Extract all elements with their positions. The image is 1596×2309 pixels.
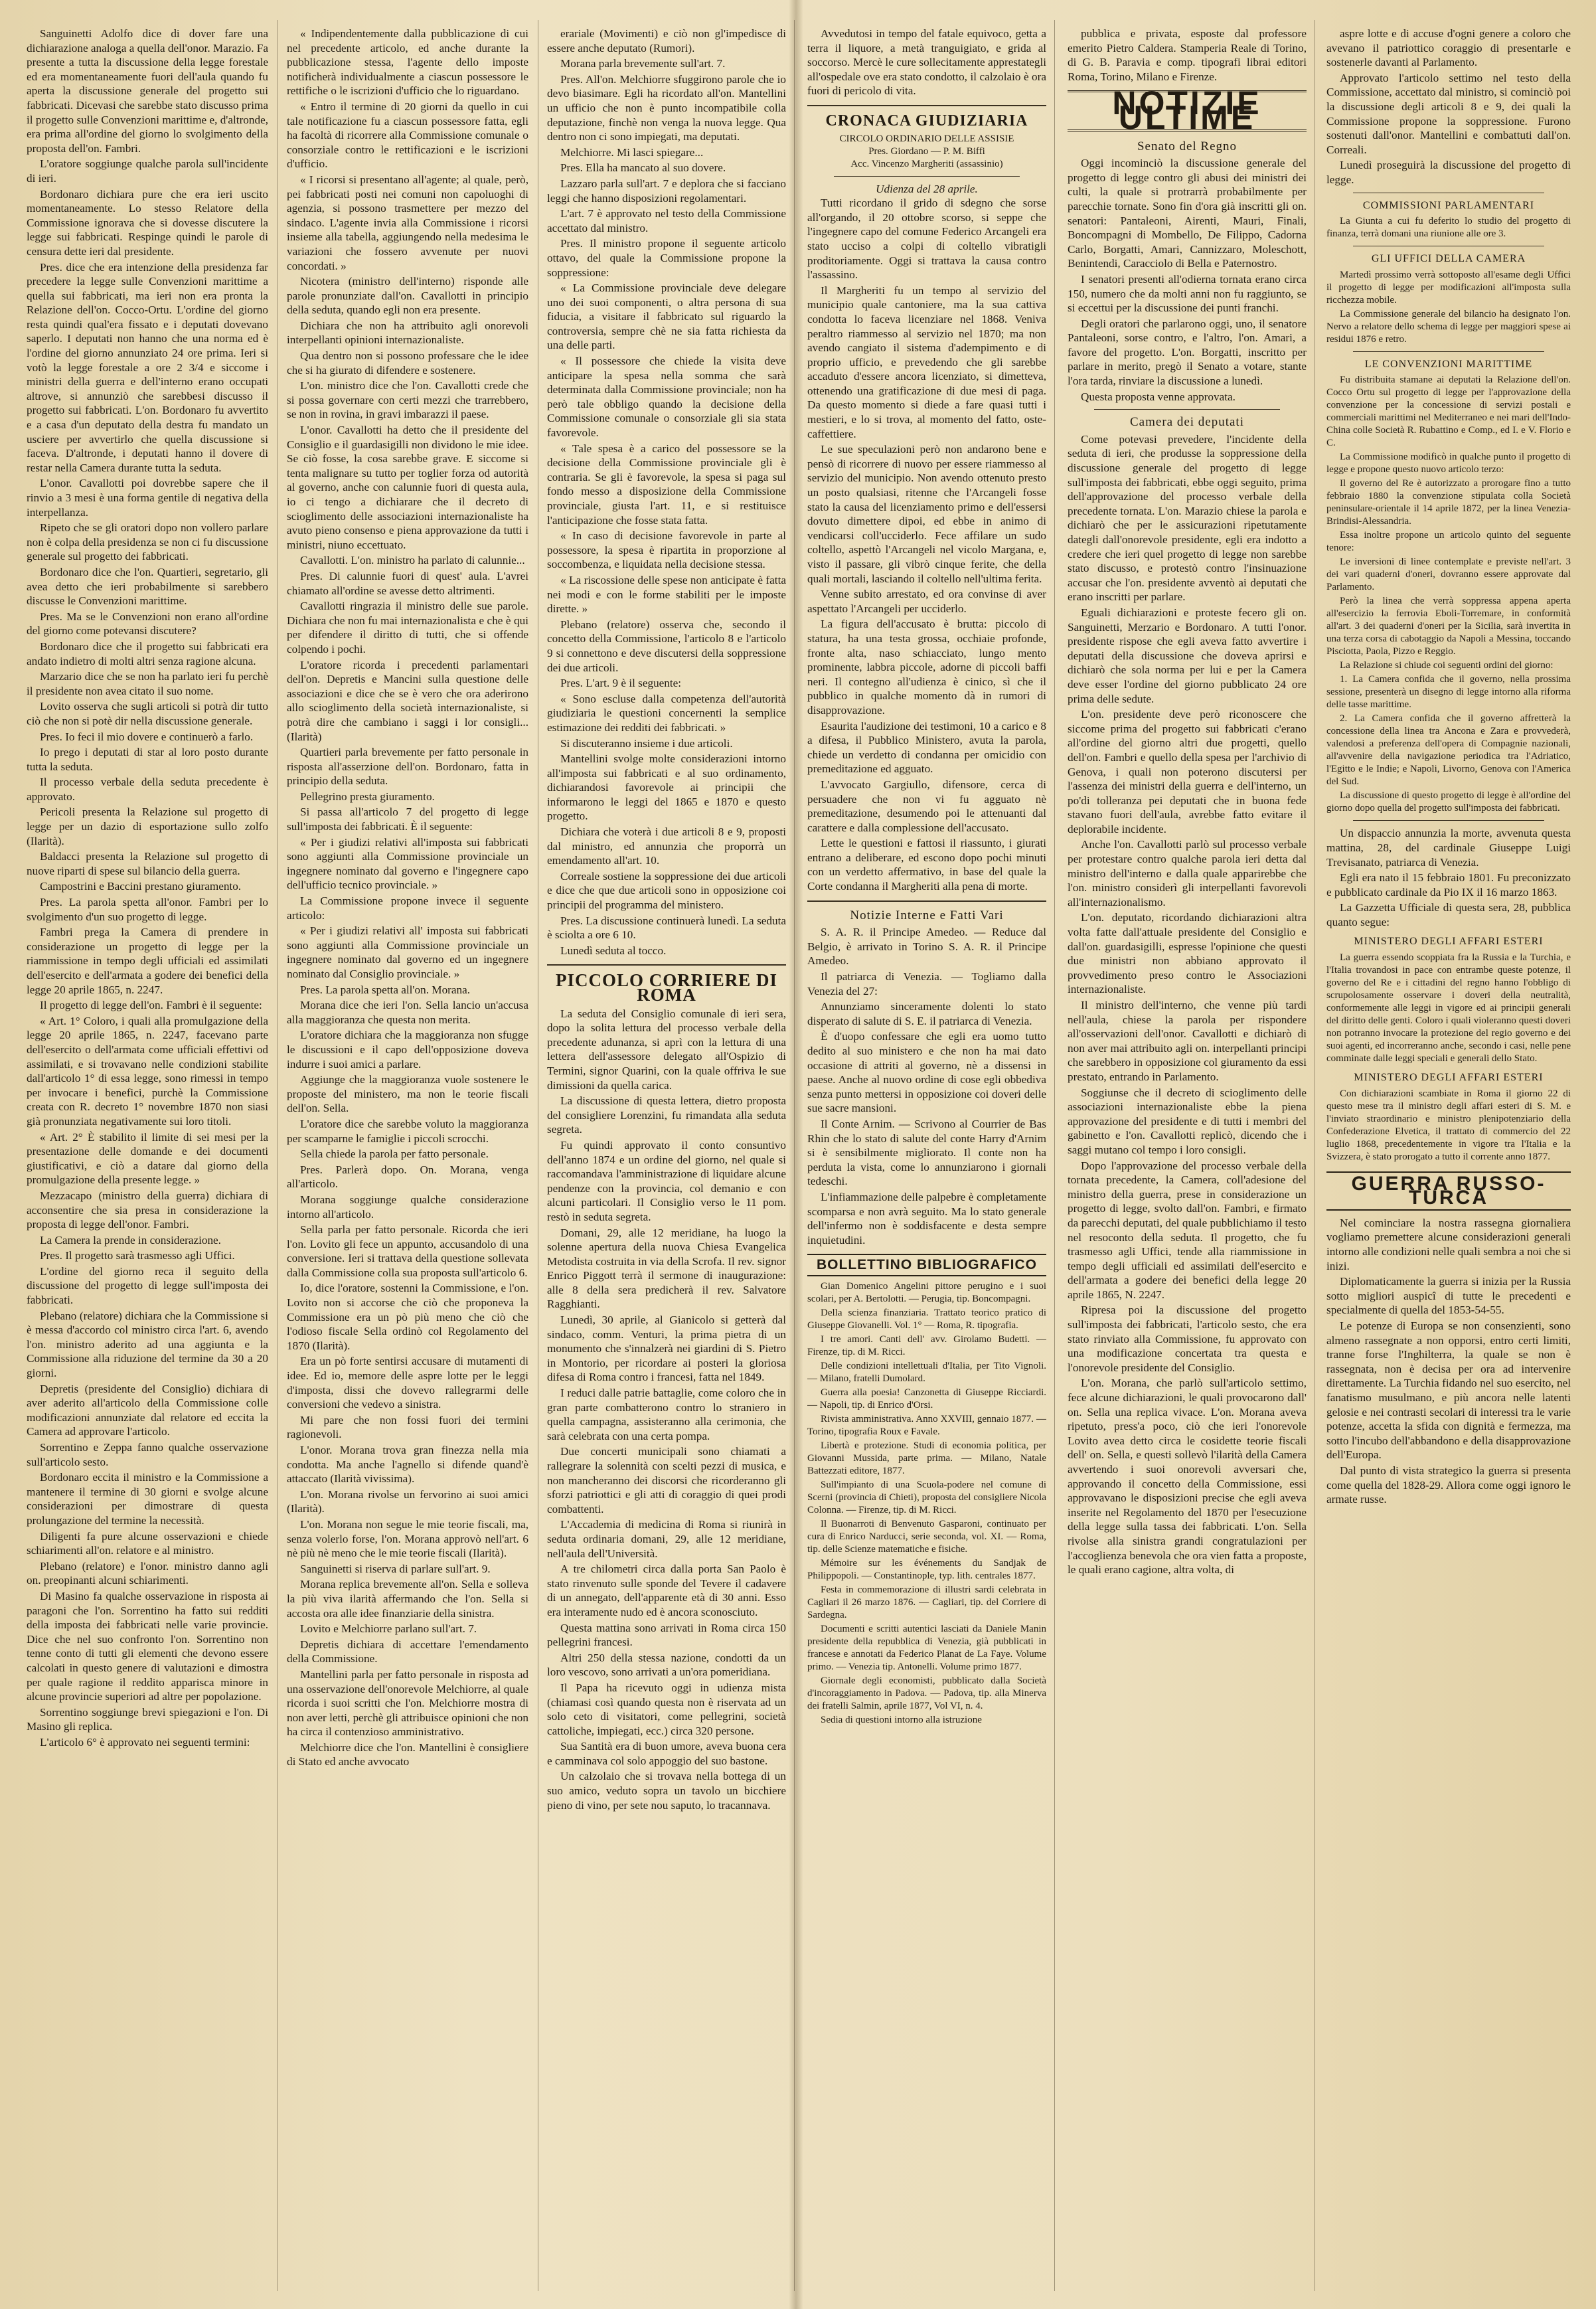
paragraph: Sorrentino soggiunge brevi spiegazioni e l'on. Di Masino gli replica. (27, 1705, 268, 1733)
paragraph: Melchiorre dice che l'on. Mantellini è consigliere di Stato ed anche avvocato (287, 1741, 528, 1768)
notizie-ultime-heading: NOTIZIE ULTIME (1068, 90, 1307, 131)
paragraph: Dal punto di vista strategico la guerra si presenta come quella del 1828-29. Allora come oggi ignoro le armate russe. (1326, 1464, 1571, 1506)
paragraph: Plebano (relatore) osserva che, secondo il concetto della Commissione, l'articolo 8 e l'articolo 9 si connettono e deve discutersi della soppressione dei due articoli. (547, 618, 786, 674)
paragraph: La Camera la prende in considerazione. (40, 1233, 221, 1246)
section-divider (807, 900, 1046, 902)
paragraph: Questa mattina sono arrivati in Roma circa 150 pellegrini francesi. (547, 1621, 786, 1649)
section-divider (807, 105, 1046, 106)
piccolo-paragraphs (547, 1007, 786, 1813)
paragraph: L'avvocato Gargiullo, difensore, cerca di persuadere che non vi fu agguato nè premeditazione, desumendo poi le attenuanti dal carattere e dalla complessione dell'accusato. (807, 778, 1046, 834)
paragraph: Plebano (relatore) dichiara che la Commissione si è messa d'accordo col ministro circa l'art. 6, avendo l'on. ministro aderito ad una aggiunta e la Commissione alla riduzione del termine da 30 a 20 giorni. (27, 1309, 268, 1380)
paragraph: Io, dice l'oratore, sostenni la Commissione, e l'on. Lovito non si accorse che ciò che proponeva la Commissione era un pò più meno che ciò che l'odioso fiscale Sella ordinò col Regolamento del 1870 (Ilarità). (287, 1282, 528, 1352)
paragraph: La Relazione si chiude coi seguenti ordini del giorno: (1340, 660, 1554, 671)
paragraph: La Commissione propone invece il seguente articolo: (287, 895, 528, 922)
ministero-paragraph-1: La guerra essendo scoppiata fra la Russia e la Turchia, e l'Italia trovandosi in pace con entrambe queste potenze, il governo del Re e i cittadini del regno hanno l'obbligo di scrupolosamente osservare i doveri della neutralità, conformemente alle leggi in vigore ed ai principii generali del diritto delle genti. Coloro i quali violeranno questi doveri non potranno invocare la protezione del regio governo e dei suoi agenti, ed incorreranno anche, secondo i casi, nelle pene comminate dalle leggi speciali e generali dello Stato. (1326, 952, 1571, 1065)
paragraph: I tre amori. Canti dell' avv. Girolamo Budetti. — Firenze, tip. di M. Ricci. (807, 1333, 1046, 1357)
paragraph: « Per i giudizi relativi all'imposta sui fabbricati sono aggiunti alla Commissione provinciale un ingegnere nominato dal governo e l'ingegnere capo dell'ufficio tecnico provinciale. » (287, 835, 528, 892)
column-5 (1068, 27, 1307, 2284)
paragraph: 2. La Camera confida che il governo affretterà la concessione della linea tra Ancona e Zara e provvederà, valendosi a preferenza dell'opera di Compagnie nazionali, all'avvenire della navigazione periodica tra l'Adriatico, l'Egitto e le Indie; e Napoli, Livorno, Genova con l'America del Sud. (1326, 713, 1571, 788)
paragraph: Marzario dice che se non ha parlato ieri fu perchè il presidente non avea citato il suo nome. (27, 670, 268, 697)
paragraph: La Commissione modificò in qualche punto il progetto di legge e propone questo nuovo articolo terzo: (1326, 452, 1571, 475)
guerra-paragraphs (1326, 1216, 1571, 1507)
paragraph: « Indipendentemente dalla pubblicazione di cui nel precedente articolo, ed anche durante la pubblicazione stessa, l'agente dello imposte notificherà individualmente a ciascun possessore le rettifiche o le iscrizioni d'ufficio che lo riguardano. (287, 27, 528, 98)
paragraph: Soggiunse che il decreto di scioglimento delle associazioni internazionaliste ebbe la piena approvazione del presidente e di tutti i membri del gabinetto e l'on. Cavallotti replicò, dicendo che i saggi mutano col tempo i loro consigli. (1068, 1086, 1307, 1156)
section-divider (547, 964, 786, 966)
paragraph: Pres. dice che era intenzione della presidenza far precedere la legge sulle Convenzioni marittime a quella sui fabbricati, ma ieri non era pronta la Relazione dell'on. Cocco-Ortu. L'ordine del giorno resta quindi qual'era fissato e i deputati dovevano saperlo. I deputati non hanno che una norma ed è l'ordine del giorno annunziato 24 ore prima. Ieri si votò la legge forestale a ore 2 3/4 e siccome i ministri della guerra e dell'interno erano occupati altrove, si annunziò che sarebbesi discusso il progetto sui fabbricati. L'on. Bordonaro fu avvertito e a casa d'un deputato della destra fu mandato un usciere per avvertirlo che quella discussione si faceva. D'altronde, i deputati hanno il dovere di restar nella Camera durante tutta la seduta. (27, 260, 268, 474)
paragraph: Melchiorre. Mi lasci spiegare... (560, 145, 704, 159)
paragraph: 1. La Camera confida che il governo, nella prossima sessione, presenterà un disegno di legge intorno alla riforma delle tasse marittime. (1326, 674, 1571, 711)
paragraph: Gian Domenico Angelini pittore perugino e i suoi scolari, per A. Bertolotti. — Perugia, tip. Boncompagni. (807, 1280, 1046, 1304)
paragraph: « In caso di decisione favorevole in parte al possessore, la spesa è ripartita in proporzione al soccombenza, e liquidata nella decisione stessa. (547, 529, 786, 571)
paragraph: Campostrini e Baccini prestano giuramento. (40, 880, 242, 893)
cronaca-paragraphs (807, 196, 1046, 894)
paragraph: Avvedutosi in tempo del fatale equivoco, getta a terra il liquore, a metà tranguigiato, e grida al soccorso. Mercè le cure sollecitamente apprestategli all'ospedale ove era stato condotto, il calzolaio è ora fuori di pericolo di vita. (807, 27, 1046, 98)
paragraph: La Gazzetta Ufficiale di questa sera, 28, pubblica quanto segue: (1326, 901, 1571, 928)
paragraph: Baldacci presenta la Relazione sul progetto di nuove riparti di spese sul bilancio della guerra. (27, 850, 268, 877)
paragraph: Cavallotti ringrazia il ministro delle sue parole. Dichiara che non fu mai internazionalista e che è qui per difendere il diritto di tutti, che si offende colpendo i pochi. (287, 600, 528, 655)
paragraph: Pellegrino presta giuramento. (300, 790, 435, 803)
paragraph: Si passa all'articolo 7 del progetto di legge sull'imposta dei fabbricati. È il seguente: (287, 806, 528, 833)
paragraph: Nicotera (ministro dell'interno) risponde alle parole pronunziate dall'on. Cavallotti in principio della seduta, quando egli non era presente. (287, 275, 528, 317)
paragraph: Come potevasi prevedere, l'incidente della seduta di ieri, che produsse la soppressione della discussione generale del progetto di legge sull'imposta dei fabbricati, ebbe oggi seguito, prima dell'approvazione del processo verbale della precedente tornata. L'on. Marazio chiese la parola e dichiarò che per le assicurazioni ripetutamente dategli dall'onorevole presidente, egli era indotto a credere che ieri quel progetto di legge non sarebbe stato discusso, e protestò contro l'insinuazione accusar che l'on. presidente avventò ai deputati che erano inscritti per parlare. (1068, 432, 1307, 604)
paragraph: Sella parla per fatto personale. Ricorda che ieri l'on. Lovito gli fece un appunto, accusandolo di una conversione. Ieri si trattava della questione sollevata dalla Commissione colla sua proposta sull'articolo 6. (287, 1223, 528, 1279)
paragraph: Tutti ricordano il grido di sdegno che sorse all'orgando, il 20 ottobre scorso, si seppe che l'ingegnere capo del comune Federico Arcangeli era stato ucciso a colpi di coltello vibratigli proditoriamente. Oggi si trattava la causa contro l'assassino. (807, 197, 1046, 282)
paragraph: Un dispaccio annunzia la morte, avvenuta questa mattina, 28, del cardinale Giuseppe Luigi Trevisanato, patriarca di Venezia. (1326, 827, 1571, 869)
page-fold (789, 0, 803, 2309)
paragraph: pubblica e privata, esposte dal professore emerito Pietro Caldera. Stamperia Reale di Torino, di G. B. Paravia e comp. tipografi librai editori Roma, Torino, Milano e Firenze. (1068, 27, 1307, 83)
paragraph: Festa in commemorazione di illustri sardi celebrata in Cagliari il 26 marzo 1876. — Cagliari, tip. del Corriere di Sardegna. (807, 1584, 1046, 1620)
paragraph: Il processo verbale della seduta precedente è approvato. (27, 776, 268, 803)
paragraph: L'on. deputato, ricordando dichiarazioni altra volta fatte dall'attuale presidente del Consiglio e dall'on. guardasigilli, espresse l'opinione che questi due ministri non abbiano approvato il provvedimento preso contro le Associazioni internazionaliste. (1068, 911, 1307, 996)
paragraph: Il Papa ha ricevuto oggi in udienza mista (chiamasi così quando questa non è riservata ad un solo ceto di visitatori, come pellegrini, società cattoliche, impiegati, ecc.) circa 320 persone. (547, 1681, 786, 1737)
paragraph: Di Masino fa qualche osservazione in risposta ai paragoni che l'on. Sorrentino ha fatto sui redditi della imposta dei fabbricati nelle varie provincie. Dice che nel suo confronto l'on. Sorrentino non tenne conto di tutti gli elementi che devono essere calcolati in questo genere di valutazioni e dimostra per quale ragione il reddito apparisca minore in alcune provincie superiori ad altre per popolazione. (27, 1589, 268, 1703)
paragraph: L'ordine del giorno reca il seguito della discussione del progetto di legge sull'imposta dei fabbricati. (27, 1264, 268, 1307)
guerra-heading: GUERRA RUSSO-TURCA (1326, 1171, 1571, 1211)
paragraph: Della scienza finanziaria. Trattato teorico pratico di Giuseppe Giovanelli. Vol. 1° — Roma, R. tipografia. (807, 1307, 1046, 1331)
paragraph: Mantellini parla per fatto personale in risposta ad una osservazione dell'onorevole Melchiorre, al quale ricorda i suoi scritti che l'on. Melchiorre mostra di non aver letti, perchè gli attribuisce opinioni che non ha circa il contenzioso amministrativo. (287, 1668, 528, 1739)
paragraph: Sanguinetti si riserva di parlare sull'art. 9. (300, 1562, 491, 1575)
paragraph: Pres. Il ministro propone il seguente articolo ottavo, del quale la Commissione propone la soppressione: (547, 237, 786, 279)
paragraph: Correale sostiene la soppressione dei due articoli e dice che que due articoli sono in opposizione coi principii del programma del ministero. (547, 869, 786, 912)
paragraph: Dichiara che non ha attribuito agli onorevoli interpellanti opinioni internazionaliste. (287, 319, 528, 347)
paragraph: Pres. La parola spetta all'on. Morana. (300, 983, 471, 996)
paragraph: Due concerti municipali sono chiamati a rallegrare la solennità con scelti pezzi di musica, e non mancheranno dei discorsi che ricorderanno gli sforzi patriottici e gli atti di coraggio di quei prodi combattenti. (547, 1445, 786, 1515)
paragraph: Le inversioni di linee contemplate e previste nell'art. 3 dei vari quaderni d'oneri, dovranno essere approvate dal Parlamento. (1326, 556, 1571, 593)
paragraph: Pres. Io feci il mio dovere e continuerò a farlo. (40, 730, 254, 743)
paragraph: Fu quindi approvato il conto consuntivo dell'anno 1874 e un ordine del giorno, nel quale si raccomandava l'amministrazione di liquidare alcune pendenze con la provincia, col demanio e con alcuni particolari. Il Consiglio verso le 11 pom. restò in seduta segreta. (547, 1138, 786, 1223)
paragraph: Il patriarca di Venezia. — Togliamo dalla Venezia del 27: (807, 970, 1046, 997)
paragraph: Mi pare che non fossi fuori dei termini ragionevoli. (287, 1413, 528, 1441)
paragraph: L'art. 7 è approvato nel testo della Commissione accettato dal ministro. (547, 207, 786, 234)
column-rule (794, 20, 795, 2291)
paragraph: Rivista amministrativa. Anno XXVIII, gennaio 1877. — Torino, tipografia Roux e Favale. (807, 1413, 1046, 1437)
paragraph: Fambri prega la Camera di prendere in considerazione un progetto di legge per la riammissione in tempo degli ufficiali ed assimilati dell'esercito e dell'armata a godere dei benefici della legge 20 aprile 1865, n. 2247. (27, 926, 268, 996)
paragraph: Lunedì seduta al tocco. (560, 944, 667, 957)
paragraph: Questa proposta venne approvata. (1081, 390, 1236, 403)
camera-heading: Camera dei deputati (1130, 415, 1244, 430)
paragraph: La figura dell'accusato è brutta: piccolo di statura, ha una testa grossa, occhiaie profonde, fronte alta, naso schiacciato, lungo mento prominente, labbra piccole, adorne di piccoli baffi neri. Il contegno all'udienza è cinico, sì che il pubblico in qualche momento dà in rumori di disapprovazione. (807, 618, 1046, 717)
paragraph: Bordonaro dichiara pure che era ieri uscito momentaneamente. Lo stesso Relatore della Commissione ignorava che si dovesse discutere la legge sui fabbricati. Respinge quindi le parole di censura dette ieri dal presidente. (27, 187, 268, 258)
paragraph: Sull'impianto di una Scuola-podere nel comune di Scerni (provincia di Chieti), proposta del consigliere Nicola Colonna. — Firenze, tip. di M. Ricci. (807, 1479, 1046, 1515)
ministero-heading-2: MINISTERO DEGLI AFFARI ESTERI (1354, 1072, 1544, 1084)
commissioni-heading: COMMISSIONI PARLAMENTARI (1362, 199, 1535, 211)
short-divider (834, 176, 1020, 177)
paragraph: Eguali dichiarazioni e proteste fecero gli on. Sanguinetti, Merzario e Bordonaro. A tutti l'onor. presidente rispose che egli aveva fatto avvertire i deputati della discussione che doveva aprirsi e dichiarò che sola norma per lui e per la Camera deve esser l'ordine del giorno pubblicato 24 ore prima delle sedute. (1068, 606, 1307, 705)
uffici-paragraphs (1326, 269, 1571, 346)
paragraph: « Art. 1° Coloro, i quali alla promulgazione della legge 20 aprile 1865, n. 2247, facevano parte dell'esercito o dell'armata come ufficiali effettivi od assimilati, e si trovavano nelle condizioni stabilite dall'articolo 1° di essa legge, sono rimessi in tempo per invocare i benefici, purchè la Commissione creata con R. decreto 1° novembre 1870 non siasi già pronunziata negativamente sui loro titoli. (27, 1014, 268, 1128)
paragraph: Giornale degli economisti, pubblicato dalla Società d'incoraggiamento in Padova. — Padova, tip. alla Minerva dei fratelli Salmin, aprile 1877, Vol VI, n. 4. (807, 1675, 1046, 1711)
paragraph: « Entro il termine di 20 giorni da quello in cui tale notificazione fu a ciascun possessore fatta, egli ha facoltà di ricorrere alla Commissione comunale o consorziale contro le rettificazioni e le iscrizioni d'ufficio. (287, 100, 528, 171)
paragraph: L'onor. Cavallotti ha detto che il presidente del Consiglio e il guardasigilli non dividono le mie idee. Se ciò fosse, la cosa sarebbe grave. E siccome si tenta malignare su tutto per toglier forza od autorità al governo, anche con calunnie fuori di questa aula, io ci tengo a dichiarare che il decreto di scioglimento delle associazioni internazionaliste ha avuto pieno consenso e piena approvazione da tutti i ministri, niuno eccettuato. (287, 424, 528, 551)
paragraph: Qua dentro non si possono professare che le idee che si ha giurato di difendere e sostenere. (287, 349, 528, 377)
convenzioni-paragraphs (1326, 374, 1571, 815)
paragraph: Approvato l'articolo settimo nel testo della Commissione, accettato dal ministro, si cominciò poi la discussione degli articoli 8 e 9, dei quali la Commissione propone la soppressione. Furono sostenuti dall'onor. Mantellini e combattuti dall'on. Correali. (1326, 71, 1571, 156)
paragraph: Venne subito arrestato, ed ora convinse di aver aspettato l'Arcangeli per ucciderlo. (807, 588, 1046, 615)
paragraph: Sanguinetti Adolfo dice di dover fare una dichiarazione analoga a quella dell'onor. Marazio. Fa presente a tutta la discussione della legge forestale ed era momentaneamente fuori dell'aula quando fu aperta la discussione generale del progetto sui fabbricati. Dicevasi che sarebbe stato discusso prima il progetto sulle Convenzioni marittime e, d'altronde, era prima all'ordine del giorno lo svolgimento della proposta dell'on. Fambri. (27, 27, 268, 155)
paragraph: Pres. Ma se le Convenzioni non erano all'ordine del giorno come potevansi discutere? (27, 610, 268, 638)
paragraph: Libertà e protezione. Studi di economia politica, per Giovanni Mussida, parte prima. — Milano, Natale Battezzati editore, 1877. (807, 1440, 1046, 1476)
col6-paragraphs (1326, 27, 1571, 187)
paragraph: « Art. 2° È stabilito il limite di sei mesi per la presentazione delle domande e dei documenti giustificativi, e ciò a datare dal giorno della promulgazione della presente legge. » (27, 1130, 268, 1187)
column-3 (547, 27, 786, 2284)
col2-paragraphs (287, 27, 528, 1769)
paragraph: Documenti e scritti autentici lasciati da Daniele Manin presidente della repubblica di Venezia, già pubblicati in francese e annotati da Federico Planat de La Faye. Volume primo. — Venezia tip. Antonelli. Volume primo 1877. (807, 1623, 1046, 1672)
paragraph: Sella chiede la parola per fatto personale. (300, 1148, 489, 1161)
paragraph: Pres. L'art. 9 è il seguente: (560, 677, 682, 690)
camera-paragraphs (1068, 432, 1307, 1577)
paragraph: A tre chilometri circa dalla porta San Paolo è stato rinvenuto sulle sponde del Tevere il cadavere di un annegato, dell'apparente età di 30 anni. Esso era interamente nudo ed è ancora sconosciuto. (547, 1563, 786, 1618)
paragraph: Diligenti fa pure alcune osservazioni e chiede schiarimenti all'on. relatore e al ministro. (27, 1529, 268, 1557)
paragraph: « Per i giudizi relativi all' imposta sui fabbricati sono aggiunti alla Commissione provinciale un ingegnere nominato dal governo ed un ingegnere nominato dal Consiglio provinciale. » (287, 924, 528, 980)
paragraph: L'Accademia di medicina di Roma si riunirà in seduta ordinaria domani, 29, alle 12 meridiane, nell'aula dell'Università. (547, 1518, 786, 1560)
paragraph: « Tale spesa è a carico del possessore se la decisione della Commissione provinciale gli è contraria. Se gli è favorevole, la spesa si paga sul fondo messo a disposizione della Commissione provinciale, giusta l'art. 11, e si restituisce l'anticipazione che fosse stata fatta. (547, 442, 786, 527)
bollettino-heading: BOLLETTINO BIBLIOGRAFICO (807, 1254, 1046, 1276)
paragraph: L'oratore dichiara che la maggioranza non sfugge le discussioni e il capo dell'opposizione doveva indurre i suoi amici a parlare. (287, 1029, 528, 1070)
col1-paragraphs (27, 27, 268, 1749)
senato-paragraphs (1068, 156, 1307, 404)
paragraph: L'on. Morana rivolse un fervorino ai suoi amici (Ilarità). (287, 1488, 528, 1515)
paragraph: Diplomaticamente la guerra si inizia per la Russia sotto migliori auspicî di tutte le precedenti e specialmente di quella del 1853-54-55. (1326, 1275, 1571, 1317)
column-1 (27, 27, 268, 2284)
paragraph: Lunedì, 30 aprile, al Gianicolo si getterà dal sindaco, comm. Venturi, la prima pietra di un monumento che s'innalzerà nei giardini di S. Pietro in Montorio, per ricordare ai posteri la gloriosa difesa di Roma contro i francesi, fatta nel 1849. (547, 1314, 786, 1384)
paragraph: Esaurita l'audizione dei testimoni, 10 a carico e 8 a difesa, il Pubblico Ministero, avuta la parola, chiede un verdetto di condanna per omicidio con premeditazione ed agguato. (807, 719, 1046, 776)
paragraph: Il governo del Re è autorizzato a prorogare fino a tutto febbraio 1880 la convenzione stipulata colla Società peninsulare-orientale il 14 aprile 1872, per la linea Venezia-Brindisi-Alessandria. (1326, 478, 1571, 527)
column-rule (1054, 20, 1055, 2291)
paragraph: Lazzaro parla sull'art. 7 e deplora che si facciano leggi che hanno disposizioni regolamentari. (547, 177, 786, 205)
paragraph: L'on. presidente deve però riconoscere che siccome prima del progetto sui fabbricati c'erano all'ordine del giorno altri due progetti, quello dell'on. Fambri e quello della spesa per l'archivio di Genova, i quali non poterono discutersi per l'assenza dei ministri della guerra e dell'interno, un po'di tolleranza pei deputati che in buona fede stavano fuori dell'aula, avrebbe fatto evitare il deplorabile incidente. (1068, 708, 1307, 835)
paragraph: Fu distribuita stamane ai deputati la Relazione dell'on. Cocco Ortu sul progetto di legge per l'approvazione della convenzione per la concessione di servizi postali e commerciali marittimi nel Mediterraneo e nei mari dell'Indo-China colle Società R. Rubattino e Comp., ed I. e V. Florio e C. (1326, 375, 1571, 449)
paragraph: Le potenze di Europa se non consenzienti, sono almeno rassegnate a non opporsi, entro certi limiti, tranne forse l'Inghilterra, la quale se non è rassegnata, non è decisa per ora ad intervenire direttamente. La Turchia fidando nel suo esercito, nel fanatismo musulmano, e più ancora nelle latenti gelosie e nei contrasti secolari di interessi tra le varie potenze, accetta la sfida con dignità e fermezza, ma sotto l'incubo dell'abbandono e della disapprovazione dell'Europa. (1326, 1320, 1571, 1462)
senato-heading: Senato del Regno (1137, 139, 1237, 153)
paragraph: Guerra alla poesia! Canzonetta di Giuseppe Ricciardi. — Napoli, tip. di Enrico d'Orsi. (807, 1387, 1046, 1411)
paragraph: Depretis dichiara di accettare l'emendamento della Commissione. (287, 1638, 528, 1666)
col4-paragraphs (807, 27, 1046, 98)
paragraph: Annunziamo sinceramente dolenti lo stato disperato di salute di S. E. il patriarca di Venezia. (807, 1000, 1046, 1027)
accused-line: Acc. Vincenzo Margheriti (assassinio) (850, 158, 1003, 169)
convenzioni-heading: LE CONVENZIONI MARITTIME (1364, 358, 1533, 370)
paragraph: La Commissione generale del bilancio ha designato l'on. Nervo a relatore dello schema di legge per maggiori spese ai residui 1876 e retro. (1326, 308, 1571, 345)
paragraph: Depretis (presidente del Consiglio) dichiara di aver aderito all'articolo della Commissione colle modificazioni annunziate dal relatore ed eccita la Camera ad approvare l'articolo. (27, 1382, 268, 1438)
paragraph: È d'uopo confessare che egli era uomo tutto dedito al suo ministero e che non ha mai dato occasione di attriti al governo, nè a dissensi in paese. Anche al nuovo ordine di cose egli obbediva senza punto mettersi in opposizione coi doveri delle sue sacre mansioni. (807, 1030, 1046, 1115)
paragraph: L'articolo 6° è approvato nei seguenti termini: (40, 1735, 250, 1749)
paragraph: Oggi incominciò la discussione generale del progetto di legge contro gli abusi dei ministri dei culti, la quale si protrarrà probabilmente per parecchie tornate. Sono fin d'ora già inscritti gli on. senatori: Pantaleoni, Airenti, Mauri, Finali, Boncompagni di Mombello, De Filippo, Cadorna Carlo, Borgatti, Amari, Cannizzaro, Moleschott, Benintendi, Caracciolo di Bella e Paternostro. (1068, 157, 1307, 270)
paragraph: Io prego i deputati di star al loro posto durante tutta la seduta. (27, 746, 268, 773)
paragraph: Lovito osserva che sugli articoli si potrà dir tutto ciò che non si potè dir nella discussione generale. (27, 700, 268, 727)
paragraph: Le sue speculazioni però non andarono bene e pensò di ricorrere di nuovo per essere riammesso al servizio del municipio. Non avendo ottenuto presto un posto qualsiasi, ritenne che l'Arcangeli fosse stato la causa del licenziamento primo e dell'essersi dovuto dimettere dipoi, ed ebbe in animo di vendicarsi coll'ucciderlo. Fece affilare un sudo coltello, aspettò l'Arcangeli nel vicolo Margana, e, visto il passare, gli vibrò cinque ferite, che della quali mortali, lasciando il coltello nell'ultima ferita. (807, 443, 1046, 585)
udienza-line: Udienza del 28 aprile. (876, 182, 978, 195)
paragraph: L'on. Morana, che parlò sull'articolo settimo, fece alcune dichiarazioni, le quali provocarono dall' on. Sella una replica vivace. L'on. Morana aveva ripetuto, press'a poco, ciò che ieri l'onorevole Lovito avea detto circa le cosidette teorie fiscali dell' on. Sella, e questi sollevò l'ilarità della Camera avvertendo i suoi onorevoli avversari che, approvando il concetto della Commissione, essi approvavano le disposizioni precise che egli aveva inserite nel Regolamento del 1870 per l'esecuzione della legge sulla tassa dei fabbricati. L'on. Sella rivolse alla sinistra grandi congratulazioni per l'accoglienza benevola che ora vien fatta a proposte, le quali erano cagione, altra volta, di (1068, 1377, 1307, 1577)
paragraph: Pres. Di calunnie fuori di quest' aula. L'avrei chiamato all'ordine se avesse detto altrimenti. (287, 569, 528, 597)
paragraph: L'onor. Morana trova gran finezza nella mia condotta. Ma anche l'agnello si difende quand'è attaccato (Ilarità vivissima). (287, 1444, 528, 1486)
paragraph: L'infiammazione delle palpebre è completamente scomparsa e non avrà seguito. Ma lo stato generale dell'infermo non è soddisfacente e desta sempre inquietudini. (807, 1190, 1046, 1246)
paragraph: L'on. ministro dice che l'on. Cavallotti crede che si possa governare con certi mezzi che trarrebbero, se non in rovina, in gravi imbarazzi il paese. (287, 379, 528, 421)
paragraph: Pres. Il progetto sarà trasmesso agli Uffici. (40, 1249, 235, 1262)
column-2 (287, 27, 528, 2284)
paragraph: Altri 250 della stessa nazione, condotti da un loro vescovo, sono arrivati a un'ora pomeridiana. (547, 1651, 786, 1679)
paragraph: Aggiunge che la maggioranza vuole sostenere le proposte del ministero, ma non le teorie fiscali dell'on. Sella. (287, 1073, 528, 1115)
paragraph: Sua Santità era di buon umore, aveva buona cera e camminava col solo appoggio del suo bastone. (547, 1740, 786, 1767)
paragraph: aspre lotte e di accuse d'ogni genere a coloro che avevano il patriottico coraggio di presentarle e sostenerle davanti al Parlamento. (1326, 27, 1571, 69)
cronaca-heading: CRONACA GIUDIZIARIA (825, 112, 1028, 129)
short-divider (1353, 351, 1544, 352)
paragraph: Egli era nato il 15 febbraio 1801. Fu preconizzato e pubblicato cardinale da Pio IX il 16 marzo 1863. (1326, 871, 1571, 898)
paragraph: Ripeto che se gli oratori dopo non vollero parlare non è colpa della presidenza se non ci fu discussione generale sul progetto dei fabbricati. (27, 521, 268, 563)
paragraph: I reduci dalle patrie battaglie, come coloro che in gran parte combatterono contro lo straniero in quella campagna, assisteranno alla cerimonia, che sarà celebrata con una certa pompa. (547, 1387, 786, 1442)
paragraph: « Il possessore che chiede la visita deve anticipare la spesa nella somma che sarà determinata dalla Commissione provinciale; non ha però tale obbligo quando la decisione della Commissione comunale o consorziale gli sia stata favorevole. (547, 355, 786, 440)
paragraph: Lovito e Melchiorre parlano sull'art. 7. (300, 1622, 477, 1636)
paragraph: Il ministro dell'interno, che venne più tardi nell'aula, chiese la parola per rispondere all'osservazioni dell'onor. Cavallotti e dichiarò di non aver mai attribuito agli on. interpellanti principi che sarebbero in opposizione col giuramento da essi prestato, entrando in Parlamento. (1068, 999, 1307, 1083)
paragraph: Quartieri parla brevemente per fatto personale in risposta all'asserzione dell'on. Bordonaro, fatta in principio della seduta. (287, 746, 528, 788)
paragraph: Pres. All'on. Melchiorre sfuggirono parole che io devo biasimare. Egli ha ricordato all'on. Mantellini un ufficio che non è punto incompatibile colla deputazione, finchè non venga la nuova legge. Qua dentro non ci sono impiegati, ma deputati. (547, 72, 786, 143)
paragraph: La discussione di questa lettera, dietro proposta del consigliere Lorenzini, fu rimandata alla seduta segreta. (547, 1094, 786, 1136)
paragraph: Pres. La discussione continuerà lunedì. La seduta è sciolta a ore 6 10. (547, 914, 786, 942)
paragraph: Un calzolaio che si trovava nella bottega di un suo amico, veduto sopra un tavolo un bicchiere pieno di vino, per sete nou saputo, lo tracannava. (547, 1770, 786, 1812)
short-divider (1353, 820, 1544, 821)
col5-paragraphs (1068, 27, 1307, 84)
paragraph: La seduta del Consiglio comunale di ieri sera, dopo la solita lettura del processo verbale della precedente adunanza, si aprì con la lettura di una lettera dell'assessore delegato all'Ospizio di Termini, signor Quarini, con la quale offriva le sue dimissioni da quella carica. (547, 1007, 786, 1092)
paragraph: Bordonaro eccita il ministro e la Commissione a mantenere il termine di 30 giorni e svolge alcune considerazioni per dimostrare di questa prolungazione del termine la necessità. (27, 1471, 268, 1527)
paragraph: erariale (Movimenti) e ciò non gl'impedisce di essere anche deputato (Rumori). (547, 27, 786, 54)
paragraph: « I ricorsi si presentano all'agente; al quale, però, pei fabbricati posti nei comuni non capoluoghi di agenzia, si possono trasmettere per mezzo del sindaco. L'agente invia alla Commissione i ricorsi insieme alla tabella, aggiungendo nella medesima le variazioni che fossero avvenute per nuovi concordati. » (287, 173, 528, 272)
paragraph: Il Conte Arnim. — Scrivono al Courrier de Bas Rhin che lo stato di salute del conte Harry d'Arnim si è sensibilmente migliorato. Il conte non ha perduta la vista, come lo annunziarono i giornali tedeschi. (807, 1117, 1046, 1188)
paragraph: L'onor. Cavallotti poi dovrebbe sapere che il rinvio a 3 mesi è una forma gentile di negativa della interpellanza. (27, 477, 268, 519)
paragraph: Domani, 29, alle 12 meridiane, ha luogo la solenne apertura della nuova Chiesa Evangelica Metodista costruita in via della Scrofa. Il rev. signor Enrico Piggott terrà il sermone di inaugurazione: alle 8 della sera predicherà il rev. Salvatore Ragghianti. (547, 1226, 786, 1311)
notizie-interne-heading: Notizie Interne e Fatti Vari (850, 908, 1004, 922)
paragraph: Dichiara che voterà i due articoli 8 e 9, proposti dal ministro, ed annunzia che proporrà un emendamento all'art. 10. (547, 825, 786, 867)
paragraph: « Sono escluse dalla competenza dell'autorità giudiziaria le questioni concernenti la semplice estimazione dei redditi dei fabbricati. » (547, 692, 786, 734)
paragraph: Sedia di questioni intorno alla istruzione (821, 1714, 982, 1725)
paragraph: Bordonaro dice che il progetto sui fabbricati era andato indietro di molti altri senza ragione alcuna. (27, 640, 268, 667)
paragraph: Mémoire sur les événements du Sandjak de Philippopoli. — Constantinople, typ. lith. centrales 1877. (807, 1557, 1046, 1581)
uffici-heading: GLI UFFICI DELLA CAMERA (1371, 253, 1526, 265)
paragraph: Degli oratori che parlarono oggi, uno, il senatore Pantaleoni, sorse contro, e l'altro, l'on. Amari, a favore del progetto. L'on. Borgatti, inscritto per parlare in merito, pregò il Senato a votare, stante l'ora tarda, rinviare la discussione a lunedì. (1068, 317, 1307, 388)
paragraph: Morana soggiunge qualche considerazione intorno all'articolo. (287, 1193, 528, 1221)
paragraph: Pres. Parlerà dopo. On. Morana, venga all'articolo. (287, 1163, 528, 1191)
paragraph: Sorrentino e Zeppa fanno qualche osservazione sull'articolo sesto. (27, 1441, 268, 1468)
col3-paragraphs (547, 27, 786, 958)
column-6 (1326, 27, 1571, 2284)
paragraph: Anche l'on. Cavallotti parlò sul processo verbale per protestare contro qualche parola ieri detta dal ministro dell'interno e dalla quale apparirebbe che l'on. ministro considerì gli interpellanti favorevoli all'internazionalismo. (1068, 838, 1307, 908)
paragraph: Pericoli presenta la Relazione sul progetto di legge per un dazio di esportazione sullo zolfo (Ilarità). (27, 806, 268, 847)
short-divider (1094, 409, 1280, 410)
paragraph: « La riscossione delle spese non anticipate è fatta nei modi e con le forme stabiliti per le imposte dirette. » (547, 573, 786, 616)
paragraph: Mantellini svolge molte considerazioni intorno all'imposta sui fabbricati e al suo ordinamento, dichiarandosi favorevole ai principii che informarono le leggi del 1865 e 1870 e questo progetto. (547, 752, 786, 823)
paragraph: Il Margheriti fu un tempo al servizio del municipio quale cantoniere, ma la sua cattiva condotta lo faceva licenziare nel 1868. Veniva peraltro riammesso al servizio nel 1870; ma non avendo cangiato il sistema d'adempimento e di proprio ufficio, e prevedendo che gli sarebbe accaduto d'essere ancora licenziato, si dimetteva, ottenendo una gratificazione di due mesi di paga. Da questo momento si diede a fare quasi tutti i mestieri, e lo si trova, al momento del fatto, oste-caffettiere. (807, 284, 1046, 440)
paragraph: Il Buonarroti di Benvenuto Gasparoni, continuato per cura di Enrico Narducci, serie seconda, vol. XI. — Roma, tip. delle Scienze matematiche e fisiche. (807, 1518, 1046, 1555)
notizie-interne-paragraphs (807, 925, 1046, 1247)
paragraph: Cavallotti. L'on. ministro ha parlato di calunnie... (300, 554, 525, 567)
paragraph: S. A. R. il Principe Amedeo. — Reduce dal Belgio, è arrivato in Torino S. A. R. il Principe Amedeo. (807, 926, 1046, 968)
paragraph: Lunedì proseguirà la discussione del progetto di legge. (1326, 159, 1571, 186)
paragraph: L'oratore dice che sarebbe voluto la maggioranza per scamparne le famiglie i piccoli scrocchi. (287, 1117, 528, 1145)
death-paragraphs (1326, 826, 1571, 929)
paragraph: Morana parla brevemente sull'art. 7. (560, 57, 726, 70)
paragraph: Morana replica brevemente all'on. Sella e solleva la più viva ilarità affermando che l'on. Sella si accosta ora alle idee finanziarie della sinistra. (287, 1578, 528, 1620)
paragraph: Essa inoltre propone un articolo quinto del seguente tenore: (1326, 530, 1571, 554)
ministero-heading-1: MINISTERO DEGLI AFFARI ESTERI (1354, 936, 1544, 948)
circolo-line: CIRCOLO ORDINARIO DELLE ASSISIE (839, 133, 1014, 144)
paragraph: Mezzacapo (ministro della guerra) dichiara di acconsentire che sia presa in considerazione la proposta di legge dell'onor. Fambri. (27, 1189, 268, 1231)
ministero-paragraph-2: Con dichiarazioni scambiate in Roma il giorno 22 di questo mese tra il ministro degli affari esteri di S. M. e l'inviato straordinario e ministro plenipotenziario della Confederazione Elvetica, il trattato di commercio del 22 luglio 1868, precedentemente in vigore tra l'Italia e la Svizzera, è stato prorogato a tutto il corrente anno 1877. (1326, 1088, 1571, 1162)
commissioni-paragraph: La Giunta a cui fu deferito lo studio del progetto di finanza, terrà domani una riunione alle ore 3. (1326, 216, 1571, 240)
paragraph: Bordonaro dice che l'on. Quartieri, segretario, gli avea detto che ieri probabilmente si sarebbero discusse le Convenzioni marittime. (27, 565, 268, 608)
paragraph: Delle condizioni intellettuali d'Italia, per Tito Vignoli. — Milano, fratelli Dumolard. (807, 1360, 1046, 1384)
pres-line: Pres. Giordano — P. M. Biffi (868, 145, 985, 157)
paragraph: L'on. Morana non segue le mie teorie fiscali, ma, senza volerlo forse, l'on. Morana approvò nell'art. 6 nè più nè meno che le mie teorie fiscali (Ilarità). (287, 1517, 528, 1560)
paragraph: Il progetto di legge dell'on. Fambri è il seguente: (40, 999, 262, 1012)
paragraph: Lette le questioni e fattosi il riassunto, i giurati entrano a deliberare, ed escono dopo pochi minuti con un verdetto affermativo, in base del quale la Corte condanna il Margheriti alla pena di morte. (807, 837, 1046, 893)
piccolo-corriere-heading: PICCOLO CORRIERE DI ROMA (555, 970, 778, 1005)
paragraph: Dopo l'approvazione del processo verbale della tornata precedente, la Camera, coll'adesione del ministro della guerra, prese in considerazione un progetto di legge, svolto dall'on. Fambri, e firmato da parecchi deputati, del quale pubblichiamo il testo nel resoconto della seduta. Il progetto, che fu trasmesso agli Uffici, tende alla riammissione in tempo degli ufficiali ed assimilati dell'esercito e dell'armata a godere dei benefici della legge 20 aprile 1865, N. 2247. (1068, 1159, 1307, 1301)
paragraph: I senatori presenti all'odierna tornata erano circa 150, numero che da molti anni non fu raggiunto, se si eccettui per la discussione dei punti franchi. (1068, 272, 1307, 315)
paragraph: Ripresa poi la discussione del progetto sull'imposta dei fabbricati, l'articolo sesto, che era stato rinviato alla Commissione, fu approvato con una modificazione concertata tra questa e l'onorevole presidente del Consiglio. (1068, 1304, 1307, 1374)
paragraph: Pres. Ella ha mancato al suo dovere. (560, 161, 726, 175)
paragraph: Si discuteranno insieme i due articoli. (560, 736, 733, 750)
column-4 (807, 27, 1046, 2284)
paragraph: Morana dice che ieri l'on. Sella lancio un'accusa alla maggioranza che questa non merita. (287, 999, 528, 1026)
paragraph: Plebano (relatore) e l'onor. ministro danno agli on. preopinanti alcuni schiarimenti. (27, 1559, 268, 1587)
paragraph: « La Commissione provinciale deve delegare uno dei suoi componenti, o altra persona di sua fiducia, a visitare il fabbricato sul riguardo la controversia, sempre chè ne sia fatta richiesta da una delle parti. (547, 282, 786, 352)
paragraph: Nel cominciare la nostra rassegna giornaliera vogliamo premettere alcune considerazioni generali intorno alle condizioni nelle quali sembra a noi che si inizi. (1326, 1216, 1571, 1272)
paragraph: Però la linea che verrà soppressa appena aperta all'esercizio la ferrovia Eboli-Torremare, in conformità all'art. 3 dei quaderni d'oneri per la Sicilia, sarà invertita in una terza corsa di cabotaggio da Napoli a Messina, toccando Pisciotta, Paola, Pizzo e Reggio. (1326, 596, 1571, 657)
paragraph: L'oratore ricorda i precedenti parlamentari dell'on. Depretis e Mancini sulla questione delle associazioni e dice che se è vero che ora aderirono allo scioglimento della società internazionaliste, si potrà dire che cambiano i saggi i lor consigli... (Ilarità) (287, 658, 528, 743)
bollettino-paragraphs (807, 1280, 1046, 1727)
paragraph: La discussione di questo progetto di legge è all'ordine del giorno dopo quella del progetto sull'imposta dei fabbricati. (1326, 790, 1571, 814)
paragraph: Martedì prossimo verrà sottoposto all'esame degli Uffici il progetto di legge per modificazioni all'imposta sulla ricchezza mobile. (1326, 269, 1571, 305)
paragraph: Pres. La parola spetta all'onor. Fambri per lo svolgimento d'un suo progetto di legge. (27, 896, 268, 923)
paragraph: L'oratore soggiunge qualche parola sull'incidente di ieri. (27, 157, 268, 185)
paragraph: Era un pò forte sentirsi accusare di mutamenti di idee. Ed io, memore delle aspre lotte per le leggi d'imposta, dissi che dovevo rallegrarmi delle conversioni che vedevo a sinistra. (287, 1355, 528, 1411)
